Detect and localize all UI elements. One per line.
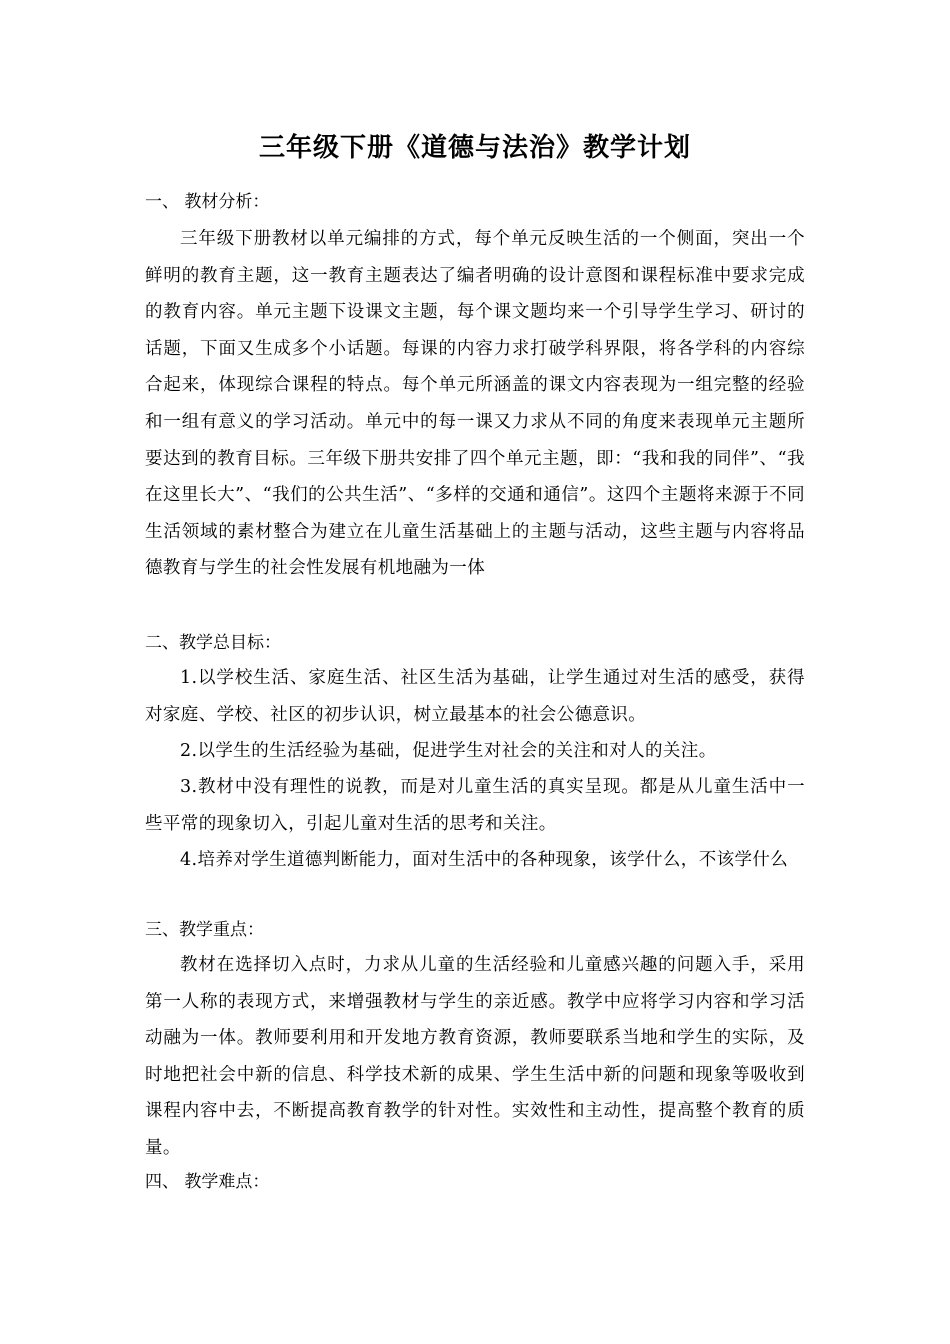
document-title: 三年级下册《道德与法治》教学计划 [258,133,691,163]
paragraph-textbook-analysis: 三年级下册教材以单元编排的方式，每个单元反映生活的一个侧面，突出一个鲜明的教育主题，这一教育主题表达了编者明确的设计意图和课程标准中要求完成的教育内容。单元主题下设课文主题，每个课文题均来一个引导学生学习、研讨的话题，下面又生成多个小话题。每课的内容力求打破学科界限，将各学科的内容综合起来，体现综合课程的特点。每个单元所涵盖的课文内容表现为一组完整的经验和一组有意义的学习活动。单元中的每一课又力求从不同的角度来表现单元主题所要达到的教育目标。三年级下册共安排了四个单元主题，即：“我和我的同伴”、“我在这里长大”、“我们的公共生活”、“多样的交通和通信”。这四个主题将来源于不同生活领域的素材整合为建立在儿童生活基础上的主题与活动，这些主题与内容将品德教育与学生的社会性发展有机地融为一体 [145,229,805,579]
section-heading-textbook-analysis: 一、 教材分析： [145,192,270,212]
section-heading-overall-goals: 二、教学总目标： [145,633,281,653]
section-heading-key-points: 三、教学重点： [145,920,264,940]
paragraph-goal-1: 1.以学校生活、家庭生活、社区生活为基础，让学生通过对生活的感受，获得对家庭、学校、社区的初步认识，树立最基本的社会公德意识。 [145,668,805,725]
paragraph-goal-4: 4.培养对学生道德判断能力，面对生活中的各种现象，该学什么，不该学什么 [180,850,789,870]
paragraph-goal-2: 2.以学生的生活经验为基础，促进学生对社会的关注和对人的关注。 [180,741,717,761]
paragraph-goal-3: 3.教材中没有理性的说教，而是对儿童生活的真实呈现。都是从儿童生活中一些平常的现象切入，引起儿童对生活的思考和关注。 [145,777,805,834]
section-heading-difficulties: 四、 教学难点： [145,1172,270,1192]
paragraph-key-points: 教材在选择切入点时，力求从儿童的生活经验和儿童感兴趣的问题入手，采用第一人称的表现方式，来增强教材与学生的亲近感。教学中应将学习内容和学习活动融为一体。教师要利用和开发地方教育资源，教师要联系当地和学生的实际，及时地把社会中新的信息、科学技术新的成果、学生生活中新的问题和现象等吸收到课程内容中去，不断提高教育教学的针对性。实效性和主动性，提高整个教育的质量。 [145,955,805,1158]
